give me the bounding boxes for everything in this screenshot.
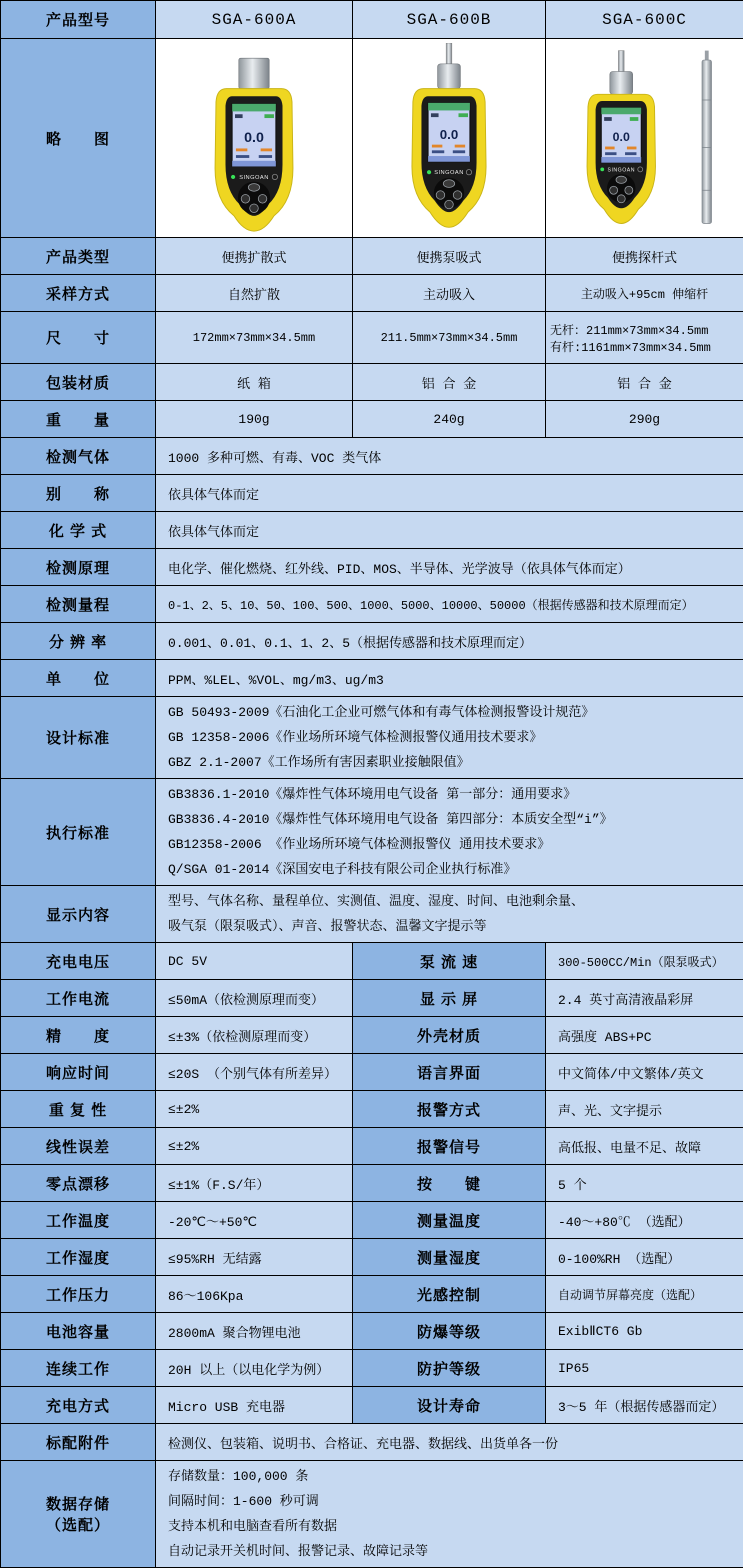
weight-value-a: 190g (156, 401, 353, 438)
product-image-cell-b (353, 39, 546, 238)
detect-gas-value: 1000 多种可燃、有毒、VOC 类气体 (156, 438, 743, 475)
screen-time-bar (601, 157, 641, 163)
package-value-c: 铝 合 金 (546, 364, 743, 401)
principle-value: 电化学、催化燃烧、红外线、PID、MOS、半导体、光学波导（依具体气体而定） (156, 549, 743, 586)
pair-left-value: 2800mA 聚合物锂电池 (156, 1313, 353, 1350)
unit-value: PPM、%LEL、%VOL、mg/m3、ug/m3 (156, 660, 743, 697)
exec-standard-line: GB12358-2006 《作业场所环境气体检测报警仪 通用技术要求》 (168, 832, 731, 857)
display-content-line: 型号、气体名称、量程单位、实测值、温度、湿度、时间、电池剩余量、 (168, 889, 731, 914)
screen-field-left2 (605, 152, 616, 155)
row-label: 重 量 (1, 401, 156, 438)
screen-field-left (605, 147, 615, 150)
row-label (1, 1461, 156, 1568)
row-data-storage (1, 1461, 743, 1568)
screen-battery-icon (629, 117, 638, 121)
pair-right-label: 语言界面 (353, 1054, 546, 1091)
exec-standard-line: GB3836.4-2010《爆炸性气体环境用电气设备 第四部分：本质安全型“i”》 (168, 807, 731, 832)
pair-right-label: 报警方式 (353, 1091, 546, 1128)
product-image-cell-a (156, 39, 353, 238)
sampling-value-a: 自然扩散 (156, 275, 353, 312)
screen-time-bar (428, 156, 470, 162)
size-value-b: 211.5mm×73mm×34.5mm (353, 312, 546, 364)
pair-left-value: ≤±2% (156, 1128, 353, 1165)
row-design-standard (1, 697, 743, 779)
sampling-value-b: 主动吸入 (353, 275, 546, 312)
storage-label-line2: （选配） (5, 1514, 151, 1535)
row-detect-gas (1, 438, 743, 475)
pair-left-label: 工作温度 (1, 1202, 156, 1239)
weight-value-b: 240g (353, 401, 546, 438)
row-sampling (1, 275, 743, 312)
left-button (436, 191, 445, 200)
pair-right-label: 泵 流 速 (353, 943, 546, 980)
row-pair-4 (1, 1091, 743, 1128)
package-value-b: 铝 合 金 (353, 364, 546, 401)
storage-line: 支持本机和电脑查看所有数据 (168, 1514, 731, 1539)
pair-left-value: -20℃～+50℃ (156, 1202, 353, 1239)
left-button (609, 186, 617, 194)
row-label: 检测原理 (1, 549, 156, 586)
row-range (1, 586, 743, 623)
pair-right-value: -40～+80℃ （选配） (546, 1202, 743, 1239)
type-value-c: 便携探杆式 (546, 238, 743, 275)
row-label: 化 学 式 (1, 512, 156, 549)
size-c-line1: 无杆：211mm×73mm×34.5mm (550, 321, 739, 338)
pair-left-label: 线性误差 (1, 1128, 156, 1165)
row-alias (1, 475, 743, 512)
row-label: 设计标准 (1, 697, 156, 779)
pair-left-value: ≤±1%（F.S/年） (156, 1165, 353, 1202)
row-accessories (1, 1424, 743, 1461)
screen-battery-icon (459, 113, 469, 117)
pair-right-label: 防护等级 (353, 1350, 546, 1387)
pair-left-value: ≤95%RH 无结露 (156, 1239, 353, 1276)
row-weight (1, 401, 743, 438)
screen-field-right2 (625, 152, 636, 155)
model-name-sga600c: SGA-600C (546, 1, 743, 39)
product-image-cell-c (546, 39, 743, 238)
screen-field-right (626, 147, 636, 150)
pair-right-label: 测量温度 (353, 1202, 546, 1239)
display-content-value (156, 886, 743, 943)
brand-label: SINGOAN (239, 175, 269, 181)
row-pair-11 (1, 1350, 743, 1387)
range-value: 0-1、2、5、10、50、100、500、1000、5000、10000、50000（根据传感器和技术原理而定） (156, 586, 743, 623)
display-content-line: 吸气泵（限泵吸式）、声音、报警状态、温馨文字提示等 (168, 914, 731, 939)
design-standard-line: GB 12358-2006《作业场所环境气体检测报警仪通用技术要求》 (168, 725, 731, 750)
screen-header-bar (428, 103, 470, 111)
row-size (1, 312, 743, 364)
alias-value: 依具体气体而定 (156, 475, 743, 512)
pair-right-value: 0-100%RH （选配） (546, 1239, 743, 1276)
pair-right-value: 高强度 ABS+PC (546, 1017, 743, 1054)
header-row (1, 1, 743, 39)
pair-right-label: 测量湿度 (353, 1239, 546, 1276)
menu-button (443, 180, 454, 188)
left-button (241, 195, 250, 204)
pair-right-value: 3～5 年（根据传感器而定） (546, 1387, 743, 1424)
screen-reading: 0.0 (244, 130, 264, 146)
status-led (231, 175, 235, 179)
screen-field-left (432, 145, 442, 148)
pair-right-value: 高低报、电量不足、故障 (546, 1128, 743, 1165)
pair-left-label: 电池容量 (1, 1313, 156, 1350)
pair-left-label: 充电方式 (1, 1387, 156, 1424)
pair-right-value: 5 个 (546, 1165, 743, 1202)
pair-left-label: 工作压力 (1, 1276, 156, 1313)
sensor-cap (438, 64, 461, 89)
right-button (453, 191, 462, 200)
pair-left-value: ≤20S （个别气体有所差异） (156, 1054, 353, 1091)
size-c-line2: 有杆:1161mm×73mm×34.5mm (550, 338, 739, 355)
telescopic-rod-tip (704, 51, 708, 61)
pair-right-label: 防爆等级 (353, 1313, 546, 1350)
row-resolution (1, 623, 743, 660)
enter-button (617, 195, 625, 203)
row-pair-3 (1, 1054, 743, 1091)
row-label: 执行标准 (1, 779, 156, 886)
sensor-cap (239, 58, 269, 88)
row-package (1, 364, 743, 401)
row-pair-9 (1, 1276, 743, 1313)
pair-left-value: DC 5V (156, 943, 353, 980)
telescopic-rod (702, 60, 712, 223)
pump-probe (618, 51, 624, 72)
pair-right-value: ExibⅡCT6 Gb (546, 1313, 743, 1350)
row-chemical-formula (1, 512, 743, 549)
sampling-value-c: 主动吸入+95cm 伸缩杆 (546, 275, 743, 312)
row-label: 包装材质 (1, 364, 156, 401)
row-label: 分 辨 率 (1, 623, 156, 660)
row-label: 显示内容 (1, 886, 156, 943)
pair-left-label: 零点漂移 (1, 1165, 156, 1202)
screen-status-icons (604, 117, 612, 121)
pair-right-value: 自动调节屏幕亮度（选配） (546, 1276, 743, 1313)
enter-button (445, 200, 454, 209)
exec-standard-line: Q/SGA 01-2014《深国安电子科技有限公司企业执行标准》 (168, 857, 731, 882)
pair-left-label: 精 度 (1, 1017, 156, 1054)
pair-right-label: 设计寿命 (353, 1387, 546, 1424)
row-label: 检测气体 (1, 438, 156, 475)
pair-left-value: ≤50mA（依检测原理而变） (156, 980, 353, 1017)
screen-reading: 0.0 (612, 130, 629, 144)
row-pair-2 (1, 1017, 743, 1054)
resolution-value: 0.001、0.01、0.1、1、2、5（根据传感器和技术原理而定） (156, 623, 743, 660)
header-label: 产品型号 (1, 1, 156, 39)
status-led (600, 167, 604, 171)
row-label: 标配附件 (1, 1424, 156, 1461)
pair-left-value: 86～106Kpa (156, 1276, 353, 1313)
sensor-cap (609, 72, 632, 95)
sketch-label: 略 图 (1, 39, 156, 238)
right-button (258, 195, 267, 204)
type-value-a: 便携扩散式 (156, 238, 353, 275)
row-label: 别 称 (1, 475, 156, 512)
row-pair-12 (1, 1387, 743, 1424)
pair-right-value: 300-500CC/Min（限泵吸式） (546, 943, 743, 980)
pair-right-label: 报警信号 (353, 1128, 546, 1165)
model-name-sga600a: SGA-600A (156, 1, 353, 39)
sketch-row (1, 39, 743, 238)
storage-label-line1: 数据存储 (5, 1493, 151, 1514)
size-value-c (546, 312, 743, 364)
enter-button (250, 204, 259, 213)
row-pair-0 (1, 943, 743, 980)
size-value-a: 172mm×73mm×34.5mm (156, 312, 353, 364)
screen-header-bar (601, 108, 641, 115)
pair-left-label: 连续工作 (1, 1350, 156, 1387)
pair-right-value: 声、光、文字提示 (546, 1091, 743, 1128)
row-pair-6 (1, 1165, 743, 1202)
storage-line: 存储数量：100,000 条 (168, 1464, 731, 1489)
pair-left-value: Micro USB 充电器 (156, 1387, 353, 1424)
pump-probe (446, 43, 452, 64)
screen-header-bar (232, 104, 276, 112)
product-image-sga600b (374, 43, 524, 233)
row-label: 尺 寸 (1, 312, 156, 364)
row-label: 单 位 (1, 660, 156, 697)
type-value-b: 便携泵吸式 (353, 238, 546, 275)
row-display-content (1, 886, 743, 943)
screen-field-left (236, 148, 247, 151)
pair-right-value: 2.4 英寸高清液晶彩屏 (546, 980, 743, 1017)
pair-left-value: 20H 以上（以电化学为例） (156, 1350, 353, 1387)
row-pair-7 (1, 1202, 743, 1239)
menu-button (616, 176, 626, 183)
package-value-a: 纸 箱 (156, 364, 353, 401)
model-name-sga600b: SGA-600B (353, 1, 546, 39)
row-pair-1 (1, 980, 743, 1017)
accessories-value: 检测仪、包装箱、说明书、合格证、充电器、数据线、出货单各一份 (156, 1424, 743, 1461)
product-image-sga600a (179, 43, 329, 233)
weight-value-c: 290g (546, 401, 743, 438)
storage-value (156, 1461, 743, 1568)
exec-standard-line: GB3836.1-2010《爆炸性气体环境用电气设备 第一部分：通用要求》 (168, 782, 731, 807)
screen-status-icons (235, 114, 243, 118)
row-pair-8 (1, 1239, 743, 1276)
screen-field-left2 (432, 150, 444, 153)
row-pair-5 (1, 1128, 743, 1165)
pair-right-value: 中文简体/中文繁体/英文 (546, 1054, 743, 1091)
storage-line: 间隔时间：1-600 秒可调 (168, 1489, 731, 1514)
screen-status-icons (431, 113, 439, 117)
pair-right-label: 显 示 屏 (353, 980, 546, 1017)
row-label: 采样方式 (1, 275, 156, 312)
brand-label: SINGOAN (434, 170, 464, 176)
design-standard-line: GB 50493-2009《石油化工企业可燃气体和有毒气体检测报警设计规范》 (168, 700, 731, 725)
design-standard-value (156, 697, 743, 779)
row-pair-10 (1, 1313, 743, 1350)
screen-field-right2 (259, 155, 272, 158)
row-label: 检测量程 (1, 586, 156, 623)
screen-field-left2 (236, 155, 249, 158)
right-button (624, 186, 632, 194)
menu-button (248, 184, 259, 192)
pair-left-value: ≤±2% (156, 1091, 353, 1128)
pair-left-label: 充电电压 (1, 943, 156, 980)
pair-right-label: 按 键 (353, 1165, 546, 1202)
screen-reading: 0.0 (440, 127, 459, 142)
row-principle (1, 549, 743, 586)
pair-left-label: 工作湿度 (1, 1239, 156, 1276)
brand-label: SINGOAN (607, 167, 634, 173)
status-led (427, 170, 431, 174)
chemical-formula-value: 依具体气体而定 (156, 512, 743, 549)
row-product-type (1, 238, 743, 275)
screen-field-right (455, 145, 465, 148)
row-unit (1, 660, 743, 697)
pair-left-value: ≤±3%（依检测原理而变） (156, 1017, 353, 1054)
exec-standard-value (156, 779, 743, 886)
row-exec-standard (1, 779, 743, 886)
row-label: 产品类型 (1, 238, 156, 275)
screen-battery-icon (264, 114, 274, 118)
pair-left-label: 响应时间 (1, 1054, 156, 1091)
design-standard-line: GBZ 2.1-2007《工作场所有害因素职业接触限值》 (168, 750, 731, 775)
storage-line: 自动记录开关机时间、报警记录、故障记录等 (168, 1539, 731, 1564)
pair-right-label: 光感控制 (353, 1276, 546, 1313)
screen-field-right (261, 148, 272, 151)
screen-time-bar (232, 161, 276, 167)
pair-left-label: 工作电流 (1, 980, 156, 1017)
screen-field-right2 (453, 150, 465, 153)
pair-right-value: IP65 (546, 1350, 743, 1387)
pair-right-label: 外壳材质 (353, 1017, 546, 1054)
product-image-sga600c (550, 43, 740, 233)
pair-left-label: 重 复 性 (1, 1091, 156, 1128)
